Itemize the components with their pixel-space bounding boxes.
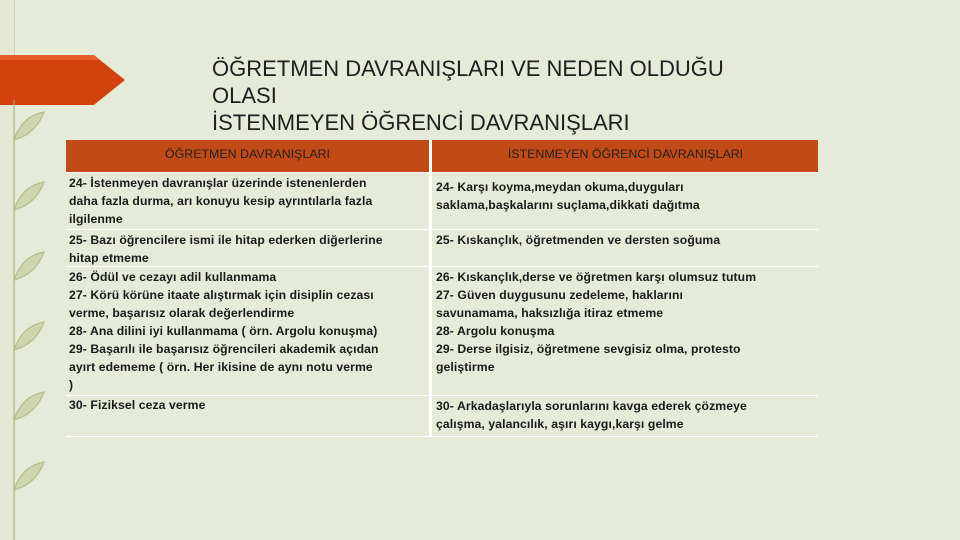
teacher-cell xyxy=(66,267,432,395)
cell-line: ayırt edememe ( örn. Her ikisine de aynı notu verme xyxy=(69,360,373,374)
table-row xyxy=(66,230,818,267)
teacher-cell xyxy=(66,230,432,266)
leaf-decoration-icon xyxy=(0,100,60,540)
cell-line: 29- Derse ilgisiz, öğretmene sevgisiz olma, protesto xyxy=(436,342,741,356)
cell-line: 30- Fiziksel ceza verme xyxy=(69,398,206,412)
title-line-1: ÖĞRETMEN DAVRANIŞLARI VE NEDEN OLDUĞU xyxy=(212,56,724,81)
title-line-2: OLASI xyxy=(212,83,277,108)
cell-line: 30- Arkadaşlarıyla sorunlarını kavga ederek çözmeye xyxy=(436,399,747,413)
slide-title xyxy=(212,55,862,136)
cell-line: saklama,başkalarını suçlama,dikkati dağıtma xyxy=(436,198,700,212)
cell-line: geliştirme xyxy=(436,360,495,374)
cell-line: 25- Kıskançlık, öğretmenden ve dersten soğuma xyxy=(436,233,721,247)
table-row xyxy=(66,396,818,437)
cell-line: 26- Kıskançlık,derse ve öğretmen karşı olumsuz tutum xyxy=(436,270,757,284)
cell-line: hitap etmeme xyxy=(69,251,149,265)
cell-line: çalışma, yalancılık, aşırı kaygı,karşı gelme xyxy=(436,417,684,431)
cell-line: savunamama, haksızlığa itiraz etmeme xyxy=(436,306,664,320)
table-header-row xyxy=(66,140,818,173)
header-teacher-behaviors: ÖĞRETMEN DAVRANIŞLARI xyxy=(66,140,432,172)
cell-line: 28- Ana dilini iyi kullanmama ( örn. Argolu konuşma) xyxy=(69,324,378,338)
cell-line: daha fazla durma, arı konuyu kesip ayrıntılarla fazla xyxy=(69,194,373,208)
accent-arrow-shape xyxy=(0,55,125,105)
teacher-cell xyxy=(66,396,432,436)
cell-line: ilgilenme xyxy=(69,212,123,226)
cell-line: 25- Bazı öğrencilere ismi ile hitap ederken diğerlerine xyxy=(69,233,383,247)
teacher-cell xyxy=(66,173,432,229)
student-cell xyxy=(432,230,818,266)
student-cell xyxy=(432,267,818,395)
student-cell xyxy=(432,173,818,229)
student-cell xyxy=(432,396,818,436)
cell-line: ) xyxy=(69,378,74,392)
cell-line: 28- Argolu konuşma xyxy=(436,324,555,338)
cell-line: 29- Başarılı ile başarısız öğrencileri akademik açıdan xyxy=(69,342,379,356)
cell-line: 24- Karşı koyma,meydan okuma,duyguları xyxy=(436,180,684,194)
title-line-3: İSTENMEYEN ÖĞRENCİ DAVRANIŞLARI xyxy=(212,110,630,135)
behavior-table xyxy=(66,140,818,437)
cell-line: verme, başarısız olarak değerlendirme xyxy=(69,306,295,320)
table-row xyxy=(66,173,818,230)
header-student-behaviors: İSTENMEYEN ÖĞRENCİ DAVRANIŞLARI xyxy=(432,140,818,172)
cell-line: 27- Körü körüne itaate alıştırmak için disiplin cezası xyxy=(69,288,374,302)
cell-line: 27- Güven duygusunu zedeleme, haklarını xyxy=(436,288,684,302)
table-row xyxy=(66,267,818,396)
cell-line: 26- Ödül ve cezayı adil kullanmama xyxy=(69,270,277,284)
cell-line: 24- İstenmeyen davranışlar üzerinde istenenlerden xyxy=(69,176,367,190)
